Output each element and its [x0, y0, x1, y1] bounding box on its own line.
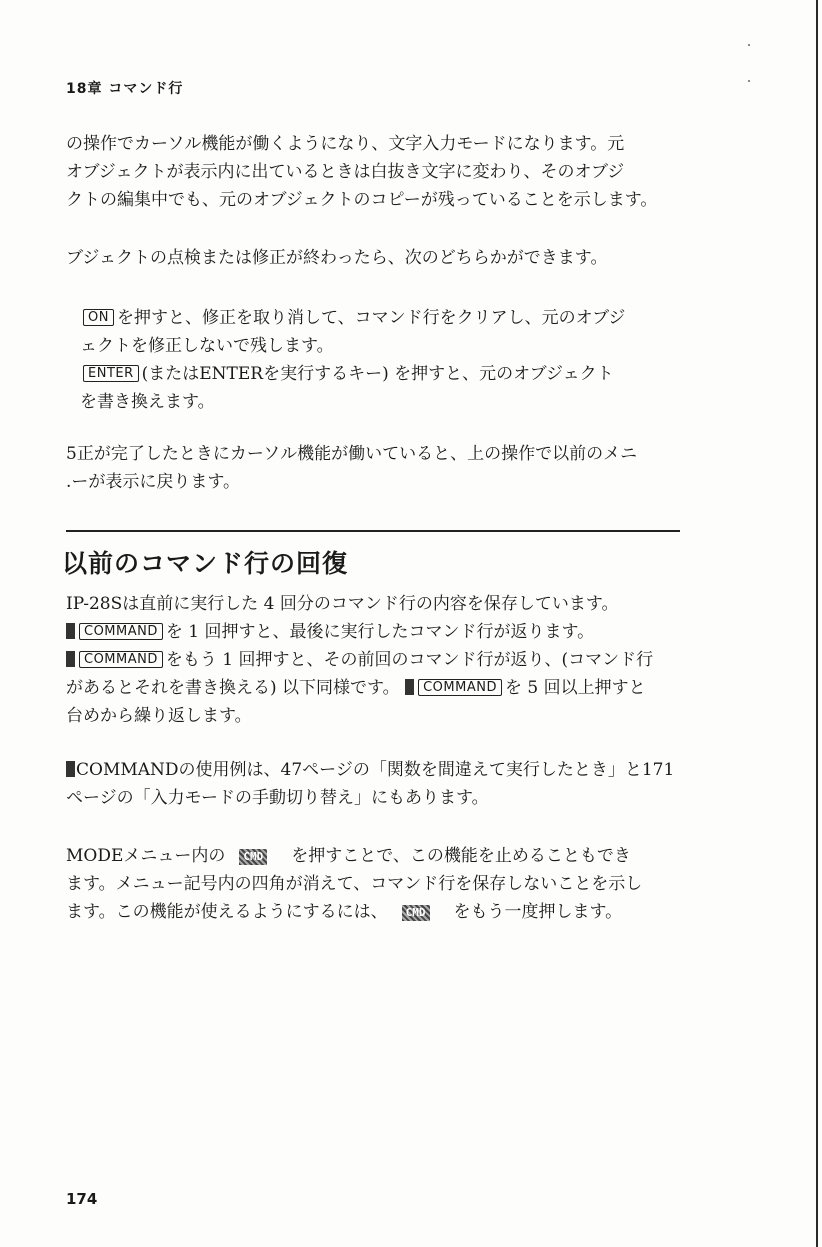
option-on-cont: ェクトを修正しないで残します。 — [80, 336, 334, 356]
text-fragment: ます。この機能が使えるようにするには、 — [66, 902, 388, 922]
text-line — [66, 646, 686, 674]
shift-key-icon — [66, 623, 75, 639]
text-line — [66, 674, 686, 702]
option-on-text: を押すと、修正を取り消して、コマンド行をクリアし、元のオブジ — [116, 308, 626, 328]
page-number: 174 — [66, 1190, 98, 1208]
shift-key-icon — [66, 651, 75, 667]
text-line — [66, 756, 686, 784]
option-on — [66, 304, 686, 332]
text-fragment: を 1 回押すと、最後に実行したコマンド行が返ります。 — [165, 622, 595, 642]
text-line — [66, 618, 686, 646]
shift-key-icon — [66, 761, 75, 777]
paragraph-cursor-mode — [66, 130, 686, 214]
text-fragment: を 5 回以上押すと — [504, 678, 646, 698]
section-rule — [66, 530, 680, 532]
text-line: ブジェクトの点検または修正が終わったら、次のどちらかができます。 — [66, 248, 608, 268]
running-head: 18章 コマンド行 — [66, 81, 184, 97]
text-line: .ーが表示に戻ります。 — [66, 472, 241, 492]
option-enter-cont: を書き換えます。 — [80, 392, 215, 412]
command-key: COMMAND — [79, 651, 163, 668]
text-line: IP-28Sは直前に実行した 4 回分のコマンド行の内容を保存しています。 — [66, 594, 619, 614]
on-key: ON — [83, 309, 114, 326]
cmd-menu-key: CMD — [402, 905, 430, 921]
text-line: 5正が完了したときにカーソル機能が働いていると、上の操作で以前のメニ — [66, 444, 638, 464]
text-fragment: を押すことで、この機能を止めることもでき — [291, 846, 631, 866]
text-line — [66, 898, 686, 926]
text-fragment: があるとそれを書き換える) 以下同様です。 — [66, 678, 400, 698]
enter-key: ENTER — [83, 365, 139, 382]
text-fragment: をもう一度押します。 — [453, 902, 623, 922]
command-key: COMMAND — [418, 679, 502, 696]
text-line: の操作でカーソル機能が働くようになり、文字入力モードになります。元 — [66, 134, 625, 154]
text-line: ページの「入力モードの手動切り替え」にもあります。 — [66, 788, 489, 808]
section-title: 以前のコマンド行の回復 — [62, 549, 349, 578]
text-fragment: MODEメニュー内の — [66, 846, 226, 866]
option-list — [66, 304, 686, 416]
text-line: 台めから繰り返します。 — [66, 706, 252, 726]
text-line: ます。メニュー記号内の四角が消えて、コマンド行を保存しないことを示し — [66, 874, 643, 894]
text-line — [66, 842, 686, 870]
shift-key-icon — [405, 679, 414, 695]
cmd-menu-key: CMD — [239, 849, 267, 865]
paragraph-command-history — [66, 590, 686, 730]
text-line: クトの編集中でも、元のオブジェクトのコピーが残っていることを示します。 — [66, 190, 658, 210]
paragraph-menu-return — [66, 440, 686, 496]
paragraph-after-edit — [66, 244, 686, 272]
text-line: オブジェクトが表示内に出ているときは白抜き文字に変わり、そのオブジ — [66, 162, 625, 182]
text-fragment: をもう 1 回押すと、その前回のコマンド行が返り、(コマンド行 — [165, 650, 654, 670]
page-edge-line — [816, 0, 818, 1247]
scan-speck — [748, 80, 750, 82]
paragraph-command-examples — [66, 756, 686, 812]
scan-speck — [748, 44, 750, 46]
paragraph-cmd-menu — [66, 842, 686, 926]
option-enter-text: (またはENTERを実行するキー) を押すと、元のオブジェクト — [141, 364, 614, 384]
option-enter — [66, 360, 686, 388]
text-fragment: COMMANDの使用例は、47ページの「関数を間違えて実行したとき」と171 — [76, 760, 675, 780]
command-key: COMMAND — [79, 623, 163, 640]
